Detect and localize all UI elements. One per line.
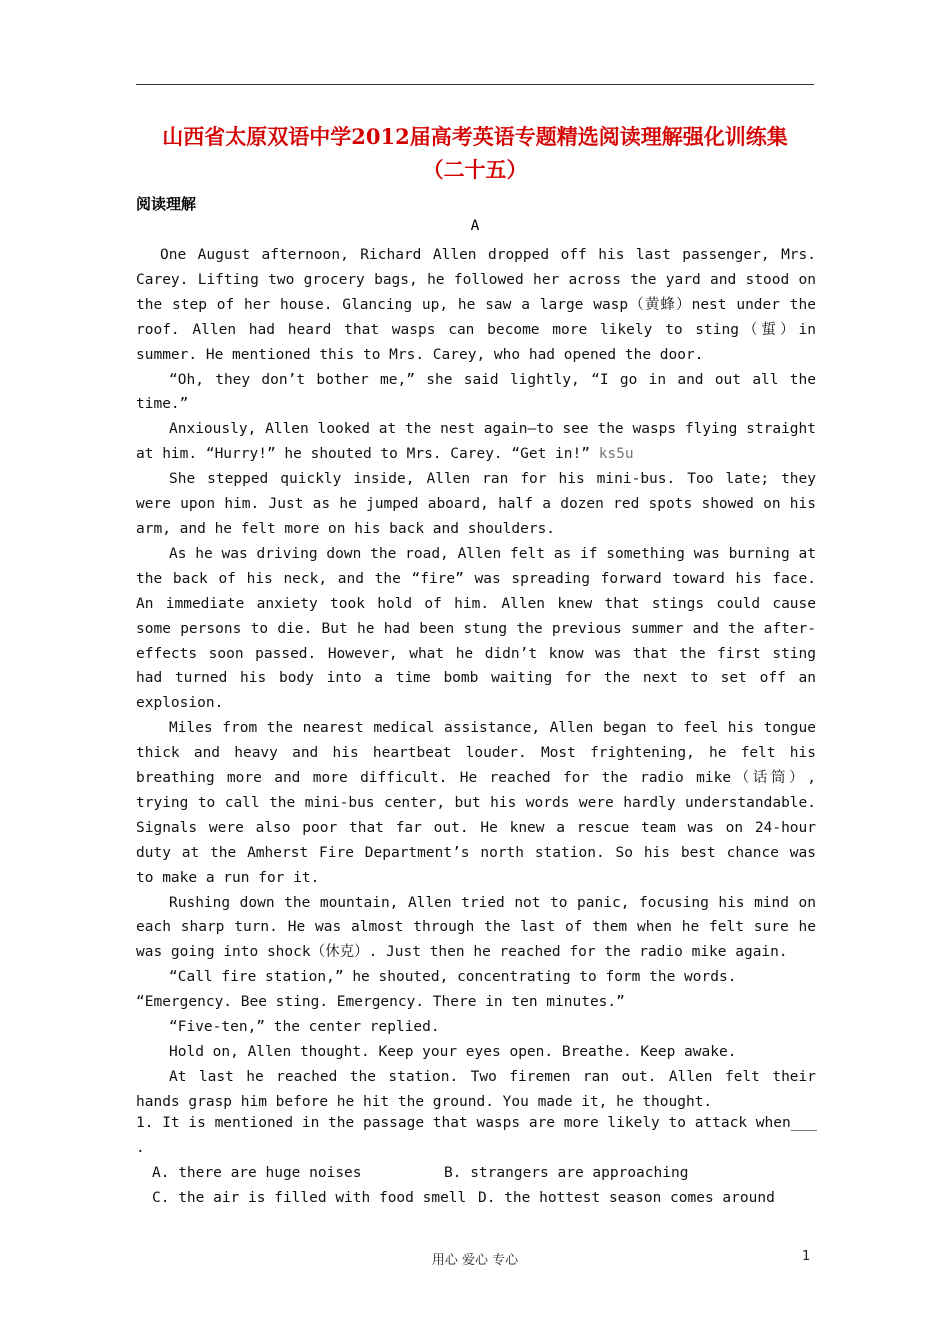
page-footer: 用心 爱心 专心	[431, 1253, 519, 1268]
question-1	[136, 1111, 826, 1211]
passage	[136, 243, 816, 1115]
watermark-text: ks5u	[598, 446, 634, 463]
paragraph: “Emergency. Bee sting. Emergency. There in ten minutes.”	[136, 994, 625, 1011]
paragraph: “Call fire station,” he shouted, concentrating to form the words.	[169, 969, 737, 986]
paragraph: Hold on, Allen thought. Keep your eyes open. Breathe. Keep awake.	[169, 1044, 737, 1060]
page-title: 山西省太原双语中学2012届高考英语专题精选阅读理解强化训练集	[162, 124, 788, 149]
paragraph: Rushing down the mountain, Allen tried not to panic, focusing his mind on each sharp turn. He was almost through the last of them when he felt sure he was going into shock（休克）. Just then he reached for the radio mike again.	[136, 894, 816, 961]
page-number: 1	[802, 1249, 811, 1264]
page-subtitle: （二十五）	[422, 157, 528, 182]
paragraph: Miles from the nearest medical assistance, Allen began to feel his tongue thick and heavy and his heartbeat louder. Most frightening, he felt his breathing more and more difficult. He reached for the radio mike（话筒）, trying to call the mini-bus center, but his words were hardly understandable. Signals were also poor that far out. He knew a rescue team was on 24-hour duty at the Amherst Fire Department’s north station. So his best chance was to make a run for it.	[136, 720, 816, 886]
options-row-2	[136, 1186, 826, 1211]
paragraph-text: Anxiously, Allen looked at the nest again—to see the wasps flying straight at him. “Hurry!” he shouted to Mrs. Carey. “Get in!”	[136, 421, 816, 463]
section-label: 阅读理解	[136, 195, 197, 213]
option-c: C. the air is filled with food smell	[152, 1190, 467, 1206]
paragraph: “Oh, they don’t bother me,” she said lightly, “I go in and out all the time.”	[136, 371, 816, 413]
question-stem: 1. It is mentioned in the passage that wasps are more likely to attack when___ .	[136, 1115, 817, 1156]
paragraph	[136, 417, 816, 467]
paragraph: At last he reached the station. Two firemen ran out. Allen felt their hands grasp him before he hit the ground. You made it, he thought.	[136, 1068, 816, 1110]
option-d: D. the hottest season comes around	[478, 1190, 775, 1206]
paragraph: She stepped quickly inside, Allen ran for his mini-bus. Too late; they were upon him. Just as he jumped aboard, half a dozen red spots showed on his arm, and he felt more on his back and shoulders.	[136, 471, 816, 537]
option-b: B. strangers are approaching	[444, 1165, 689, 1181]
paragraph: As he was driving down the road, Allen felt as if something was burning at the back of his neck, and the “fire” was spreading forward toward his face. An immediate anxiety took hold of him. Allen knew that stings could cause some persons to die. But he had been stung the previous summer and the after-effects soon passed. However, what he didn’t know was that the first sting had turned his body into a time bomb waiting for the next to set off an explosion.	[136, 545, 816, 712]
header-rule	[136, 84, 814, 85]
option-a: A. there are huge noises	[152, 1165, 362, 1181]
options-row-1	[136, 1161, 826, 1186]
paragraph: “Five-ten,” the center replied.	[169, 1019, 440, 1036]
paragraph: One August afternoon, Richard Allen dropped off his last passenger, Mrs. Carey. Lifting two grocery bags, he followed her across the yard and stood on the step of her house. Glancing up, he saw a large wasp（黄蜂）nest under the roof. Allen had heard that wasps can become more likely to sting（蜇）in summer. He mentioned this to Mrs. Carey, who had opened the door.	[136, 247, 816, 363]
part-label: A	[470, 218, 480, 234]
